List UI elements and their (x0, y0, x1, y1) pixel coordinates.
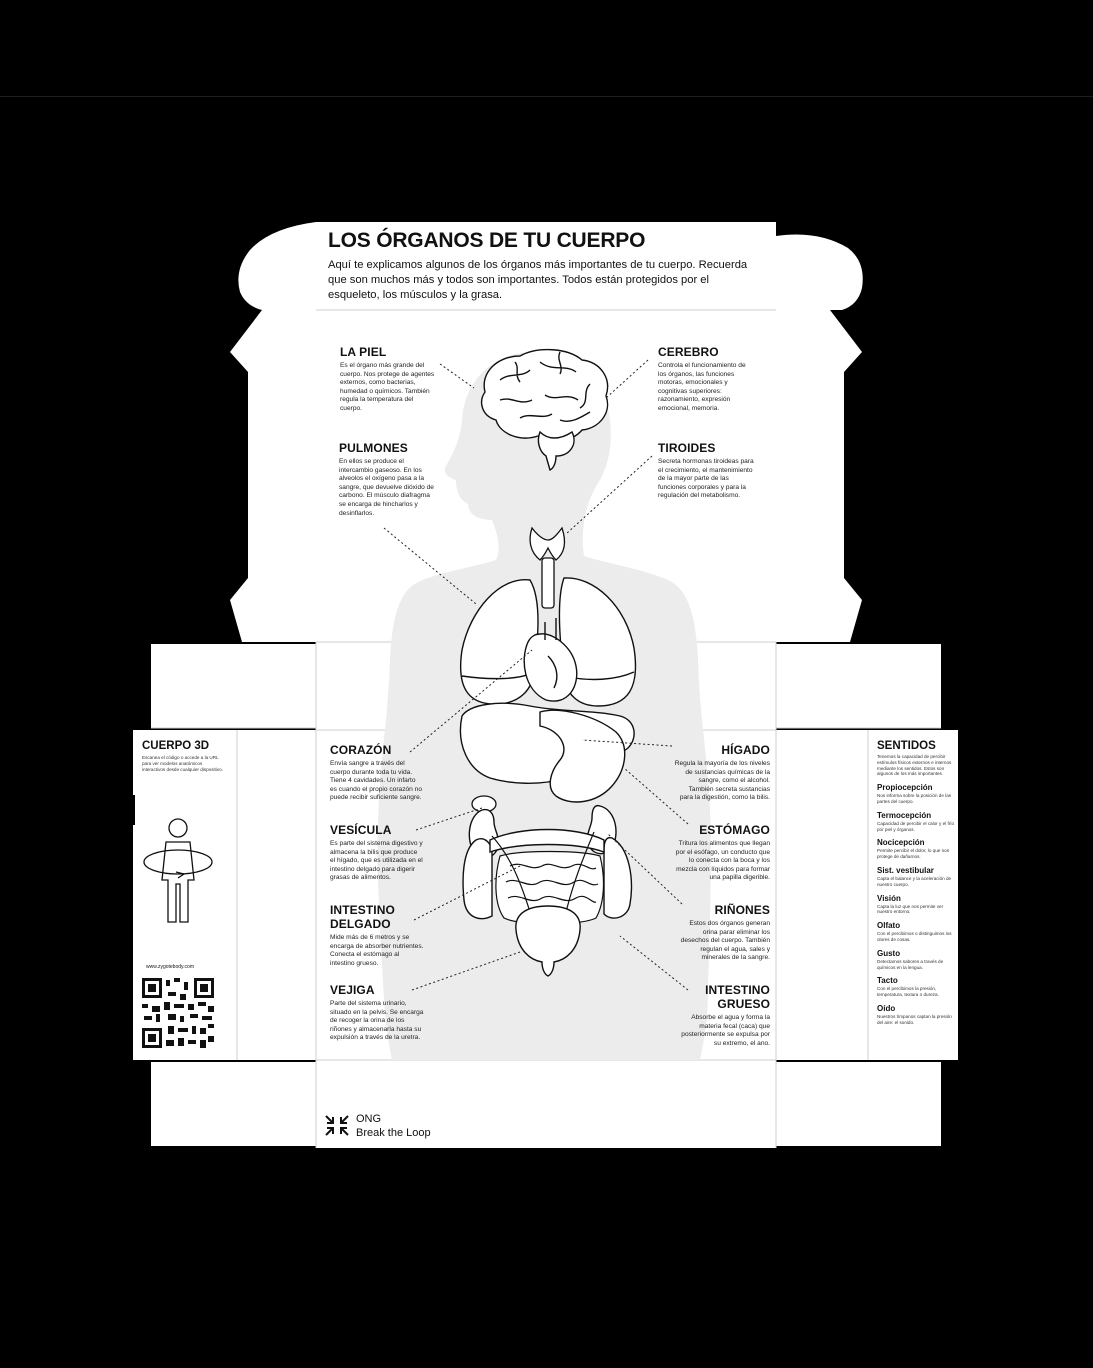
organ-text: Controla el funcionamiento de los órganos, las funciones motoras, emocionales y cognitivas superiores: razonamiento, expresión emocional, memoria. (658, 362, 746, 412)
organ-corazon (330, 743, 424, 803)
senses-list (877, 783, 955, 1025)
sense-name: Tacto (877, 976, 898, 986)
organ-title: RIÑONES (714, 903, 770, 917)
sense-name: Olfato (877, 921, 901, 931)
sense-name: Nocicepción (877, 838, 925, 848)
brand-line-1: ONG (356, 1113, 382, 1125)
cuerpo3d-url[interactable]: www.zygotebody.com (146, 964, 194, 970)
organ-tiroides (658, 441, 754, 501)
organ-title: INTESTINO GRUESO (705, 983, 770, 1011)
page-title: LOS ÓRGANOS DE TU CUERPO (328, 229, 646, 252)
intro-text: Aquí te explicamos algunos de los órganos más importantes de tu cuerpo. Recuerda que son muchos más y todos son importantes. Todos están protegidos por el esqueleto, los músculos y la grasa. (328, 259, 748, 301)
organ-text: Absorbe el agua y forma la materia fecal (caca) que posteriormente se expulsa por su extremo, el ano. (681, 1014, 770, 1047)
organ-title: HÍGADO (721, 743, 770, 757)
lid-wing-right (776, 310, 862, 642)
sentidos-title: SENTIDOS (877, 740, 936, 752)
sense-name: Visión (877, 893, 901, 903)
side-wall-right (776, 730, 868, 1060)
sense-text: Capacidad de percibir el calor y el frío por piel y órganos. (877, 820, 955, 832)
organ-text: Envía sangre a través del cuerpo durante toda tu vida. Tiene 4 cavidades. Un infarto es cuando el propio corazón no puede recibir suficiente sangre. (330, 760, 423, 802)
back-flap-left (151, 644, 316, 728)
sense-name: Propiocepción (877, 783, 933, 793)
sense-text: Permite percibir el dolor, lo que nos protege de dañarnos. (877, 848, 950, 860)
sense-item (877, 866, 955, 888)
organ-vesicula (330, 823, 424, 883)
organ-text: Parte del sistema urinario, situado en la pelvis. Se encarga de recoger la orina de los riñones y almacenarla hasta su expulsión a través de la uretra. (330, 1000, 424, 1042)
organ-title: CEREBRO (658, 345, 719, 359)
front-flap-right (776, 1062, 941, 1146)
sense-text: Nuestros tímpanos captan la presión del aire: el sonido. (877, 1013, 952, 1025)
sense-name: Gusto (877, 948, 901, 958)
organ-title: PULMONES (339, 441, 408, 455)
sense-name: Sist. vestibular (877, 865, 934, 875)
sense-text: Con el percibimos la presión, temperatura, textura o dureza. (877, 986, 939, 998)
sense-item (877, 921, 955, 943)
organ-text: Secreta hormonas tiroideas para el crecimiento, el mantenimiento de la mayor parte de las funciones corporales y para la regulación del metabolismo. (658, 458, 754, 500)
organ-vejiga (330, 983, 426, 1043)
side-panel-left (133, 730, 237, 1060)
sense-item (877, 1004, 955, 1026)
sense-text: Detectamos sabores a través de químicos en la lengua. (877, 958, 944, 970)
organ-text: En ellos se produce el intercambio gaseoso. En los alveolos el oxígeno pasa a la sangre, que devuelve dióxido de carbono. El músculo diafragma se encarga de hincharlos y desinflarlos. (339, 458, 434, 517)
sense-item (877, 811, 955, 833)
brand-text (356, 1112, 431, 1140)
organ-text: Es parte del sistema digestivo y almacena la bilis que produce el hígado, que es utilizada en el intestino delgado para digerir grasas de alimentos. (330, 840, 423, 882)
sense-text: Nos informa sobre la posición de las partes del cuerpo. (877, 793, 952, 804)
sense-name: Oído (877, 1003, 896, 1013)
sense-text: Capta la luz que nos permite ver nuestro entorno. (877, 903, 944, 915)
lid-wing-left (230, 310, 316, 642)
header (328, 229, 748, 303)
sense-item (877, 976, 955, 998)
organ-rinones (674, 903, 770, 963)
cuerpo3d-title: CUERPO 3D (142, 740, 210, 752)
organ-title: TIROIDES (658, 441, 716, 455)
organ-title: INTESTINO DELGADO (330, 903, 395, 931)
sentidos-intro: Tenemos la capacidad de percibir estímulos físicos externos e internos mediante los sentidos. Estos son algunos de los más importantes. (877, 754, 952, 777)
organ-text: Es el órgano más grande del cuerpo. Nos protege de agentes externos, como bacterias, humedad o químicos. También regula la temperatura del cuerpo. (340, 362, 435, 412)
sense-text: Capta el balance y la aceleración de nuestro cuerpo. (877, 875, 952, 887)
front-flap-left (151, 1062, 316, 1146)
sense-item (877, 783, 955, 805)
organ-text: Regula la mayoría de los niveles de sustancias químicas de la sangre, como el alcohol. También secreta sustancias para la digestión, como la bilis. (674, 760, 770, 802)
organ-title: VEJIGA (330, 983, 375, 997)
organ-higado (674, 743, 770, 803)
organ-intestino-delgado (330, 903, 424, 968)
organ-text: Tritura los alimentos que llegan por el esófago, un conducto que lo conecta con la boca y los mezcla con líquidos para formar una papilla digerible. (675, 840, 770, 882)
organ-title: LA PIEL (340, 345, 387, 359)
cuerpo3d-panel (142, 740, 224, 778)
organ-intestino-grueso (674, 983, 770, 1048)
sense-item (877, 894, 955, 916)
organ-text: Estos dos órganos generan orina parar eliminar los desechos del cuerpo. También regulan el agua, sales y minerales de la sangre. (680, 920, 770, 962)
sense-text: Con el percibimos o distinguimos los olores de cosas. (877, 931, 952, 942)
brand-line-2: Break the Loop (356, 1127, 431, 1139)
side-wall-left (237, 730, 316, 1060)
organ-estomago (674, 823, 770, 883)
back-flap-right (776, 644, 941, 728)
organ-pulmones (339, 441, 435, 518)
organ-title: CORAZÓN (330, 743, 392, 757)
top-tuck-flap-left (238, 222, 316, 310)
sense-item (877, 838, 955, 860)
organ-text: Mide más de 6 metros y se encarga de absorber nutrientes. Conecta el estómago al intestino grueso. (330, 934, 424, 967)
organ-cerebro (658, 345, 754, 414)
organ-title: VESÍCULA (330, 823, 392, 837)
sense-item (877, 949, 955, 971)
cuerpo3d-text: Escanea el código o accede a la URL para ver modelos anatómicos interactivos desde cualquier dispositivo. (142, 755, 223, 772)
organ-title: ESTÓMAGO (699, 823, 770, 837)
sentidos-panel (877, 740, 955, 1032)
sense-name: Termocepción (877, 810, 932, 820)
organ-piel (340, 345, 436, 414)
